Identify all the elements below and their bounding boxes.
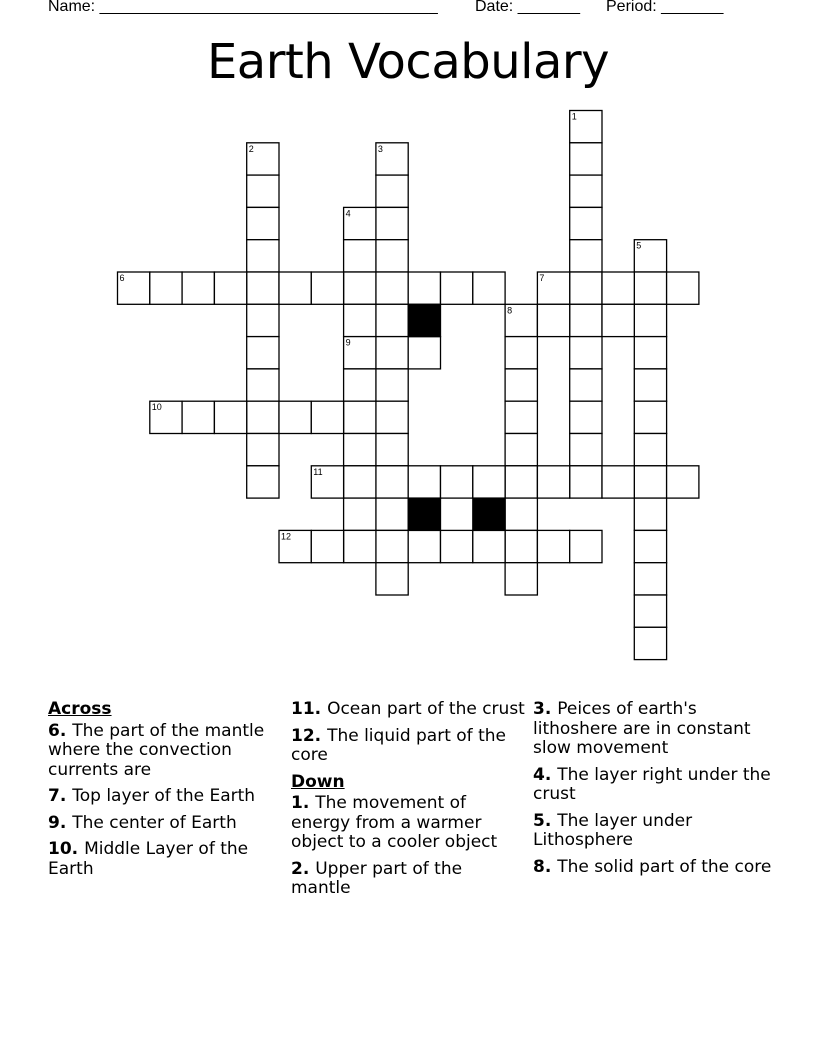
grid-cell[interactable] [570,401,602,433]
grid-cell[interactable] [247,369,279,401]
grid-cell[interactable] [602,272,634,304]
grid-cell[interactable] [570,240,602,272]
period-field[interactable]: Period: _______ [606,0,724,15]
clue-number: 9 [48,812,60,833]
across-heading: Across [48,699,112,719]
grid-cell[interactable] [344,304,376,336]
grid-cell[interactable] [376,498,408,530]
down-clue-1: 1. The movement of energy from a warmer object to a cooler object [291,793,498,852]
clue-number-label: 7 [539,273,545,283]
grid-cell[interactable] [376,369,408,401]
black-cell [408,498,440,530]
grid-cell[interactable] [408,530,440,562]
grid-cell[interactable] [311,401,343,433]
across-clue-6: 6. The part of the mantle where the convection currents are [48,720,265,780]
clue-number: 12 [291,725,315,746]
grid-cell[interactable] [570,143,602,175]
page-title: Earth Vocabulary [206,34,610,90]
grid-cell[interactable] [505,434,537,466]
grid-cell[interactable] [247,337,279,369]
grid-cell[interactable] [473,466,505,498]
grid-cell[interactable] [537,466,569,498]
grid-cell[interactable] [602,304,634,336]
grid-cell[interactable] [344,401,376,433]
grid-cell[interactable] [570,530,602,562]
grid-cell[interactable] [505,369,537,401]
grid-cell[interactable] [634,369,666,401]
grid-cell[interactable] [376,175,408,207]
clue-number-label: 8 [507,305,513,316]
across-clue-11: 11. Ocean part of the crust [291,699,525,719]
grid-cell[interactable] [247,240,279,272]
grid-cell[interactable] [634,337,666,369]
grid-cell[interactable] [376,401,408,433]
grid-cell[interactable] [247,207,279,239]
date-field[interactable]: Date: _______ [475,0,580,15]
grid-cell[interactable] [441,466,473,498]
grid-cell[interactable] [570,369,602,401]
grid-cell[interactable] [505,530,537,562]
grid-cell[interactable] [344,466,376,498]
clue-number-label: 4 [345,208,351,219]
clue-number: 8 [533,856,545,877]
grid-cell[interactable] [570,207,602,239]
down-clue-4: 4. The layer right under the crust [533,764,771,804]
clue-text: The layer under Lithosphere [533,810,693,850]
grid-cell[interactable] [505,466,537,498]
grid-cell[interactable] [408,272,440,304]
clue-number: 7 [48,786,60,806]
clue-number-label: 1 [571,111,577,122]
grid-cell[interactable] [667,466,699,498]
grid-cell[interactable] [634,627,666,659]
grid-cell[interactable] [344,240,376,272]
across-clue-12: 12. The liquid part of the core [291,725,506,765]
clue-text: Peices of earth's lithoshere are in constant slow movement [533,699,751,758]
grid-cell[interactable] [376,272,408,304]
grid-cell[interactable] [634,595,666,627]
clue-number-label: 10 [151,402,162,413]
clue-number: 3 [533,699,545,719]
down-clue-5: 5. The layer under Lithosphere [533,810,693,850]
grid-cell[interactable] [376,337,408,369]
grid-cell[interactable] [214,272,246,304]
grid-cell[interactable] [376,466,408,498]
grid-cell[interactable] [505,337,537,369]
grid-cell[interactable] [634,498,666,530]
grid-cell[interactable] [376,563,408,595]
grid-cell[interactable] [279,401,311,433]
clue-number: 10 [48,839,72,859]
down-clue-3: 3. Peices of earth's lithoshere are in constant slow movement [533,699,751,758]
grid-cell[interactable] [602,466,634,498]
grid-cell[interactable] [376,207,408,239]
clue-text: The movement of energy from a warmer object to a cooler object [291,793,498,852]
clue-text: The layer right under the crust [533,764,771,804]
grid-cell[interactable] [667,272,699,304]
grid-cell[interactable] [537,304,569,336]
grid-cell[interactable] [408,337,440,369]
across-clue-7: 7. Top layer of the Earth [48,786,256,806]
grid-cell[interactable] [247,401,279,433]
grid-cell[interactable] [344,434,376,466]
grid-cell[interactable] [570,434,602,466]
grid-cell[interactable] [408,466,440,498]
clue-number: 5 [533,810,545,831]
grid-cell[interactable] [505,401,537,433]
grid-cell[interactable] [247,304,279,336]
grid-cell[interactable] [634,304,666,336]
down-clue-2: 2. Upper part of the mantle [291,858,463,898]
grid-cell[interactable] [634,272,666,304]
grid-cell[interactable] [537,530,569,562]
grid-cell[interactable] [376,434,408,466]
grid-cell[interactable] [344,498,376,530]
clue-number-label: 6 [119,273,125,283]
grid-cell[interactable] [441,530,473,562]
grid-cell[interactable] [247,434,279,466]
grid-cell[interactable] [247,466,279,498]
clue-text: The center of Earth [72,812,237,833]
black-cell [473,498,505,530]
grid-cell[interactable] [376,240,408,272]
grid-cell[interactable] [570,272,602,304]
black-cell [408,304,440,336]
grid-cell[interactable] [376,304,408,336]
clue-number-label: 3 [377,143,383,154]
clue-text: The part of the mantle where the convection currents are [48,720,265,780]
grid-cell[interactable] [344,272,376,304]
grid-cell[interactable] [441,272,473,304]
clue-number: 6 [48,720,60,741]
grid-cell[interactable] [570,175,602,207]
clue-number: 1 [291,793,303,813]
grid-cell[interactable] [279,272,311,304]
across-clue-10: 10. Middle Layer of the Earth [48,839,249,879]
grid-cell[interactable] [473,530,505,562]
clue-column-3 [533,700,783,884]
clue-text: Top layer of the Earth [72,786,256,806]
name-field[interactable]: Name: ______________________________________ [48,0,438,15]
grid-cell[interactable] [473,272,505,304]
grid-cell[interactable] [634,530,666,562]
down-clue-8: 8. The solid part of the core [533,856,772,877]
clue-column-1 [48,700,284,886]
grid-cell[interactable] [634,563,666,595]
grid-cell[interactable] [344,530,376,562]
grid-cell[interactable] [214,401,246,433]
clue-number-label: 5 [636,240,642,251]
clue-number-label: 12 [281,531,292,542]
grid-cell[interactable] [634,466,666,498]
clue-column-2 [291,700,527,906]
clue-number-label: 2 [248,143,254,154]
down-heading: Down [291,771,345,792]
grid-cell[interactable] [344,369,376,401]
clue-number-label: 9 [345,337,351,348]
grid-cell[interactable] [505,498,537,530]
grid-cell[interactable] [311,530,343,562]
grid-cell[interactable] [150,272,182,304]
grid-cell[interactable] [247,272,279,304]
grid-cell[interactable] [505,563,537,595]
clue-number: 11 [291,699,315,719]
grid-cell[interactable] [182,401,214,433]
clue-text: Upper part of the mantle [291,858,463,898]
clue-text: Ocean part of the crust [327,699,525,719]
across-clue-9: 9. The center of Earth [48,812,237,833]
clue-text: Middle Layer of the Earth [48,839,249,879]
grid-cell[interactable] [570,337,602,369]
grid-cell[interactable] [311,272,343,304]
clue-number-label: 11 [313,466,323,477]
grid-cell[interactable] [570,304,602,336]
clue-text: The liquid part of the core [291,725,506,765]
clue-text: The solid part of the core [557,856,772,877]
clue-number: 2 [291,858,303,879]
grid-cell[interactable] [182,272,214,304]
grid-cell[interactable] [570,466,602,498]
grid-cell[interactable] [634,434,666,466]
grid-cell[interactable] [376,530,408,562]
grid-cell[interactable] [634,401,666,433]
clue-number: 4 [533,764,545,785]
grid-cell[interactable] [247,175,279,207]
